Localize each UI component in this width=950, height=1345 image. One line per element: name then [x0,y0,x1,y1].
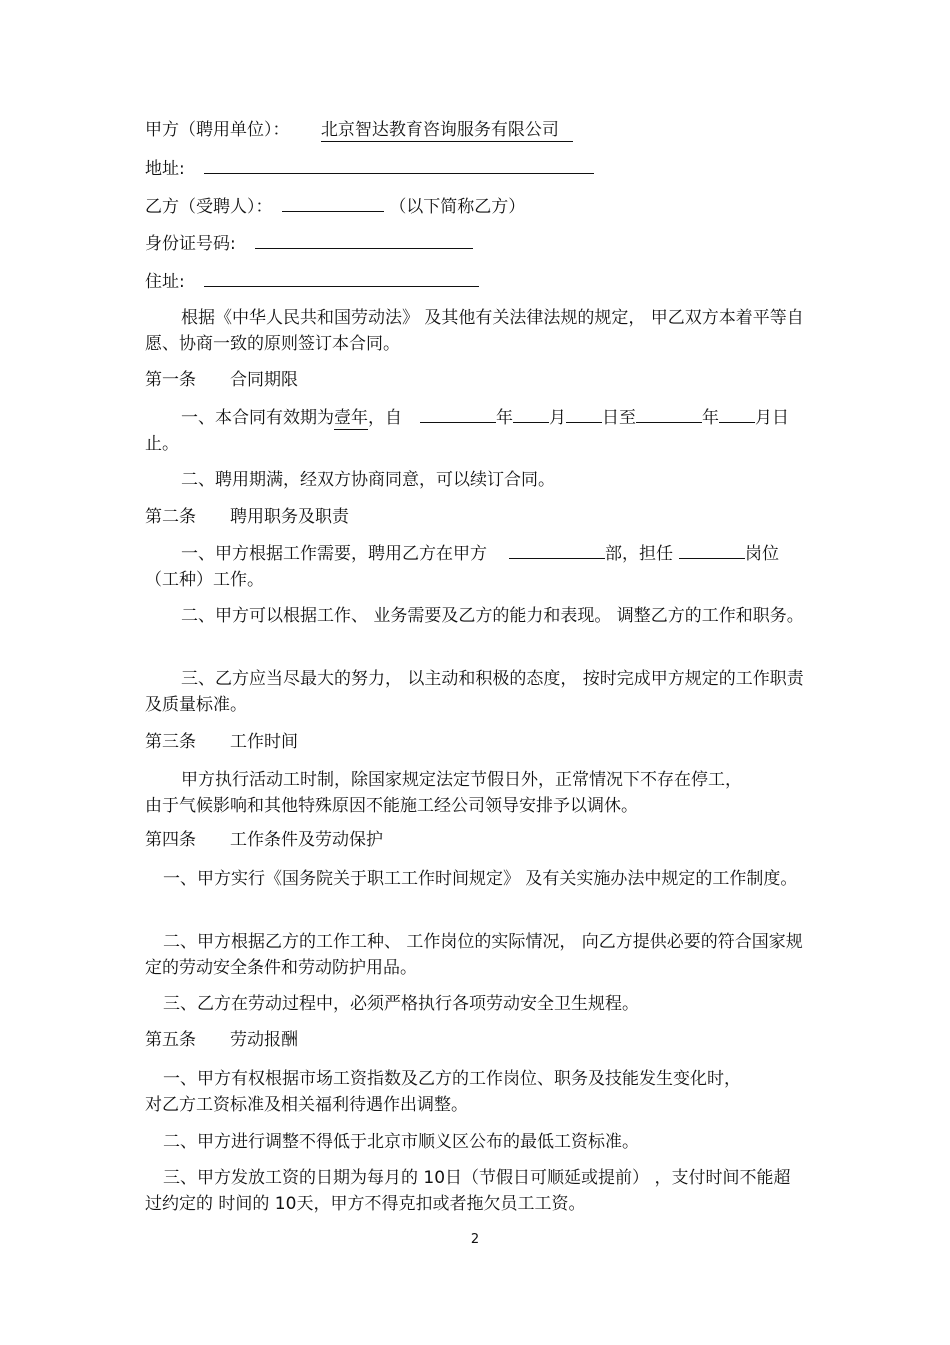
article1-num: 第一条 [145,370,196,390]
article3-p1-line2: 由于气候影响和其他特殊原因不能施工经公司领导安排予以调休。 [145,796,638,816]
end-month-unit: 月 [755,408,772,428]
article2-p2: 二、甲方可以根据工作、 业务需要及乙方的能力和表现。 调整乙方的工作和职务。 [181,606,804,626]
article5-p2: 二、甲方进行调整不得低于北京市顺义区公布的最低工资标准。 [163,1132,639,1152]
article5-num: 第五条 [145,1030,196,1050]
id-number-line [145,232,473,255]
party-a-value: 北京智达教育咨询服务有限公司 [321,120,573,142]
party-b-label: 乙方（受聘人）： [145,197,273,217]
id-number-blank[interactable] [255,232,473,249]
party-b-suffix: （以下简称乙方） [389,197,526,217]
article4-heading [145,829,383,851]
start-year-blank[interactable] [420,406,496,423]
party-a-label: 甲方（聘用单位）： [145,120,290,140]
article1-heading [145,369,298,391]
preamble: 根据《中华人民共和国劳动法》 及其他有关法律法规的规定， 甲乙双方本着平等自愿、协商一致的原则签订本合同。 [145,308,804,354]
article1-p1 [145,405,805,457]
article2-p1 [145,541,805,593]
residence-label: 住址: [145,272,185,292]
article1-p1-end: 日止。 [145,408,789,454]
article3-title: 工作时间 [230,732,298,752]
article1-p1-from: ，自 [368,408,402,428]
article4-title: 工作条件及劳动保护 [230,830,383,850]
address-label: 地址: [145,159,185,179]
article2-p3: 三、乙方应当尽最大的努力， 以主动和积极的态度， 按时完成甲方规定的工作职责及质量标准。 [145,669,804,715]
article3-heading [145,731,298,753]
article4-p1: 一、甲方实行《国务院关于职工工作时间规定》 及有关实施办法中规定的工作制度。 [163,869,798,889]
article2-num: 第二条 [145,507,196,527]
article2-title: 聘用职务及职责 [230,507,349,527]
party-b-line [145,195,525,218]
article4-num: 第四条 [145,830,196,850]
article1-term: 壹年 [334,408,368,428]
id-number-label: 身份证号码: [145,234,236,254]
residence-blank[interactable] [204,270,479,287]
article2-p1-post: 岗位 [745,544,779,564]
end-month-blank[interactable] [719,406,755,423]
page-number: 2 [470,1232,480,1247]
start-day-unit: 日至 [602,408,636,428]
article2-p1-end: （工种）工作。 [145,570,264,590]
start-month-blank[interactable] [513,406,549,423]
article5-p1-line1: 一、甲方有权根据市场工资指数及乙方的工作岗位、职务及技能发生变化时， [163,1069,741,1089]
address-blank[interactable] [204,157,594,174]
article5-p1 [145,1066,805,1118]
article3-p1 [145,767,805,819]
article1-p1-text: 一、本合同有效期为 [181,408,334,428]
article3-num: 第三条 [145,732,196,752]
residence-line [145,270,479,293]
party-b-blank[interactable] [282,195,384,212]
article5-heading [145,1029,298,1051]
end-year-unit: 年 [702,408,719,428]
article2-p1-dept: 部，担任 [605,544,673,564]
article4-p3: 三、乙方在劳动过程中，必须严格执行各项劳动安全卫生规程。 [163,994,639,1014]
article2-p1-text: 一、甲方根据工作需要，聘用乙方在甲方 [181,544,487,564]
address-line [145,157,594,180]
party-a-line [145,119,573,141]
article5-title: 劳动报酬 [230,1030,298,1050]
position-blank[interactable] [679,542,745,559]
start-year-unit: 年 [496,408,513,428]
article5-p1-line2: 对乙方工资标准及相关福利待遇作出调整。 [145,1095,468,1115]
article3-p1-line1: 甲方执行活动工时制，除国家规定法定节假日外，正常情况下不存在停工， [181,770,742,790]
article4-p2: 二、甲方根据乙方的工作工种、 工作岗位的实际情况， 向乙方提供必要的符合国家规定的劳动安全条件和劳动防护用品。 [145,932,803,978]
article5-p3: 三、甲方发放工资的日期为每月的 10日（节假日可顺延或提前） ，支付时间不能超过约定的 时间的 10天，甲方不得克扣或者拖欠员工工资。 [145,1168,791,1214]
article1-title: 合同期限 [230,370,298,390]
start-month-unit: 月 [549,408,566,428]
department-blank[interactable] [509,542,605,559]
start-day-blank[interactable] [566,406,602,423]
article1-p2: 二、聘用期满，经双方协商同意，可以续订合同。 [181,470,555,490]
end-year-blank[interactable] [636,406,702,423]
article2-heading [145,506,349,528]
